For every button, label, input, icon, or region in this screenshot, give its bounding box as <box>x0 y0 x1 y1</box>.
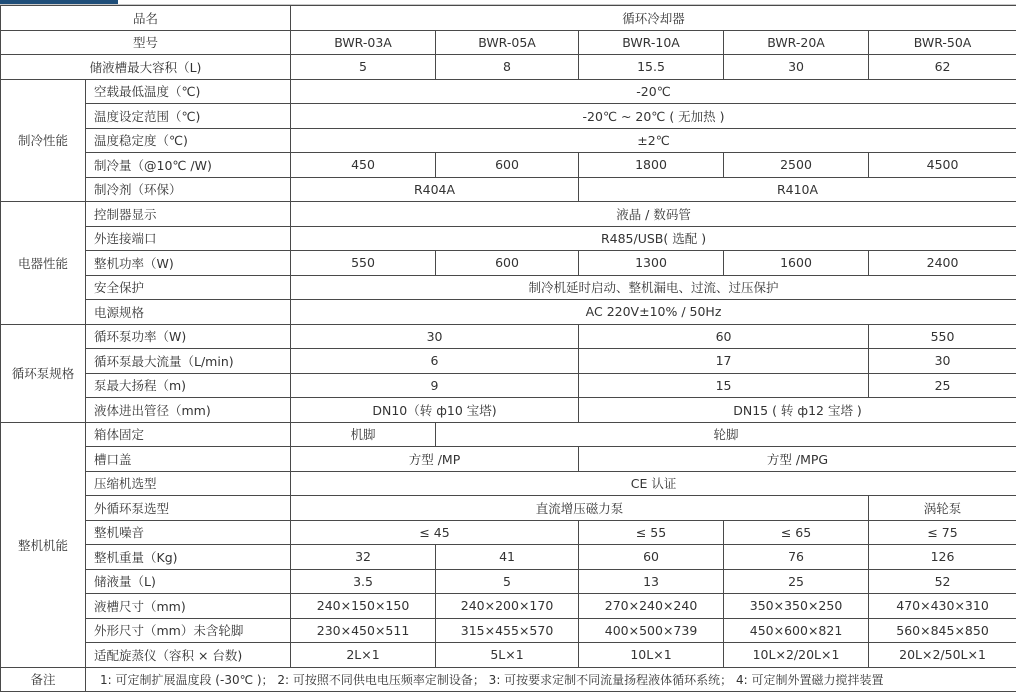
category-machine: 整机机能 <box>1 422 86 667</box>
value-cell: 10L×1 <box>579 643 724 668</box>
value-cell: ≤ 55 <box>579 520 724 545</box>
value-cell: 450 <box>291 153 436 178</box>
value-cell: 30 <box>869 349 1016 374</box>
value-cell: 550 <box>291 251 436 276</box>
table-row <box>1 30 1016 55</box>
param-label: 液槽尺寸（mm) <box>86 594 291 619</box>
table-row <box>1 569 1016 594</box>
table-row <box>1 398 1016 423</box>
table-row <box>1 275 1016 300</box>
table-row <box>1 324 1016 349</box>
value-cell: 600 <box>436 153 579 178</box>
table-row <box>1 349 1016 374</box>
param-label: 控制器显示 <box>86 202 291 227</box>
value-cell: 126 <box>869 545 1016 570</box>
value-cell: 30 <box>291 324 579 349</box>
param-label: 箱体固定 <box>86 422 291 447</box>
model-cell: BWR-03A <box>291 30 436 55</box>
tank-capacity-label: 储液槽最大容积（L) <box>1 55 291 80</box>
value-cell: 2500 <box>724 153 869 178</box>
value-cell: 6 <box>291 349 579 374</box>
value-cell: ≤ 65 <box>724 520 869 545</box>
table-row <box>1 667 1016 692</box>
notes-label: 备注 <box>1 667 86 692</box>
value-cell: R404A <box>291 177 579 202</box>
table-row <box>1 471 1016 496</box>
value-cell: 15.5 <box>579 55 724 80</box>
value-cell: 8 <box>436 55 579 80</box>
value-cell: 240×200×170 <box>436 594 579 619</box>
value-cell: 270×240×240 <box>579 594 724 619</box>
value-cell: 230×450×511 <box>291 618 436 643</box>
product-name: 循环冷却器 <box>291 6 1016 31</box>
value-cell: 制冷机延时启动、整机漏电、过流、过压保护 <box>291 275 1016 300</box>
value-cell: 5 <box>291 55 436 80</box>
value-cell: 470×430×310 <box>869 594 1016 619</box>
table-row <box>1 251 1016 276</box>
value-cell: 20L×2/50L×1 <box>869 643 1016 668</box>
model-cell: BWR-10A <box>579 30 724 55</box>
category-pump: 循环泵规格 <box>1 324 86 422</box>
value-cell: 13 <box>579 569 724 594</box>
product-label: 品名 <box>1 6 291 31</box>
value-cell: 32 <box>291 545 436 570</box>
param-label: 液体进出管径（mm) <box>86 398 291 423</box>
value-cell: 2400 <box>869 251 1016 276</box>
value-cell: 62 <box>869 55 1016 80</box>
table-row <box>1 496 1016 521</box>
table-row <box>1 79 1016 104</box>
param-label: 制冷量（@10℃ /W) <box>86 153 291 178</box>
param-label: 泵最大扬程（m) <box>86 373 291 398</box>
value-cell: 方型 /MP <box>291 447 579 472</box>
value-cell: 315×455×570 <box>436 618 579 643</box>
table-row <box>1 177 1016 202</box>
param-label: 制冷剂（环保） <box>86 177 291 202</box>
value-cell: ±2℃ <box>291 128 1016 153</box>
model-cell: BWR-20A <box>724 30 869 55</box>
value-cell: 550 <box>869 324 1016 349</box>
param-label: 电源规格 <box>86 300 291 325</box>
table-row <box>1 447 1016 472</box>
model-cell: BWR-50A <box>869 30 1016 55</box>
value-cell: 450×600×821 <box>724 618 869 643</box>
param-label: 温度设定范围（℃) <box>86 104 291 129</box>
value-cell: 1300 <box>579 251 724 276</box>
table-row <box>1 55 1016 80</box>
spec-table <box>0 5 1016 692</box>
param-label: 外连接端口 <box>86 226 291 251</box>
value-cell: 直流增压磁力泵 <box>291 496 869 521</box>
table-row <box>1 545 1016 570</box>
value-cell: 400×500×739 <box>579 618 724 643</box>
value-cell: AC 220V±10% / 50Hz <box>291 300 1016 325</box>
value-cell: 5 <box>436 569 579 594</box>
value-cell: 60 <box>579 324 869 349</box>
model-cell: BWR-05A <box>436 30 579 55</box>
category-cooling: 制冷性能 <box>1 79 86 202</box>
value-cell: 1600 <box>724 251 869 276</box>
value-cell: ≤ 45 <box>291 520 579 545</box>
value-cell: 350×350×250 <box>724 594 869 619</box>
value-cell: -20℃ ~ 20℃ ( 无加热 ) <box>291 104 1016 129</box>
model-label: 型号 <box>1 30 291 55</box>
value-cell: 52 <box>869 569 1016 594</box>
value-cell: DN10（转 ф10 宝塔) <box>291 398 579 423</box>
table-row <box>1 104 1016 129</box>
value-cell: 25 <box>724 569 869 594</box>
table-row <box>1 594 1016 619</box>
param-label: 储液量（L) <box>86 569 291 594</box>
value-cell: 76 <box>724 545 869 570</box>
value-cell: 15 <box>579 373 869 398</box>
param-label: 整机噪音 <box>86 520 291 545</box>
notes-text: 1: 可定制扩展温度段 (-30℃ )； 2: 可按照不同供电电压频率定制设备； 3: 可按要求定制不同流量扬程液体循环系统； 4: 可定制外置磁力搅拌装置 <box>86 667 1016 692</box>
value-cell: 液晶 / 数码管 <box>291 202 1016 227</box>
value-cell: 560×845×850 <box>869 618 1016 643</box>
value-cell: 41 <box>436 545 579 570</box>
table-row <box>1 520 1016 545</box>
table-row <box>1 202 1016 227</box>
param-label: 整机重量（Kg) <box>86 545 291 570</box>
param-label: 循环泵最大流量（L/min) <box>86 349 291 374</box>
param-label: 槽口盖 <box>86 447 291 472</box>
table-row <box>1 618 1016 643</box>
value-cell: 涡轮泵 <box>869 496 1016 521</box>
table-row <box>1 300 1016 325</box>
value-cell: 10L×2/20L×1 <box>724 643 869 668</box>
table-row <box>1 153 1016 178</box>
value-cell: R410A <box>579 177 1016 202</box>
param-label: 压缩机选型 <box>86 471 291 496</box>
table-row <box>1 6 1016 31</box>
value-cell: 25 <box>869 373 1016 398</box>
value-cell: 2L×1 <box>291 643 436 668</box>
value-cell: 9 <box>291 373 579 398</box>
category-electrical: 电器性能 <box>1 202 86 325</box>
table-row <box>1 422 1016 447</box>
value-cell: 30 <box>724 55 869 80</box>
value-cell: 机脚 <box>291 422 436 447</box>
value-cell: CE 认证 <box>291 471 1016 496</box>
value-cell: 17 <box>579 349 869 374</box>
param-label: 安全保护 <box>86 275 291 300</box>
value-cell: 5L×1 <box>436 643 579 668</box>
value-cell: 轮脚 <box>436 422 1016 447</box>
param-label: 外形尺寸（mm）未含轮脚 <box>86 618 291 643</box>
param-label: 温度稳定度（℃) <box>86 128 291 153</box>
value-cell: 4500 <box>869 153 1016 178</box>
value-cell: ≤ 75 <box>869 520 1016 545</box>
table-row <box>1 128 1016 153</box>
param-label: 空载最低温度（℃) <box>86 79 291 104</box>
value-cell: 600 <box>436 251 579 276</box>
table-row <box>1 373 1016 398</box>
value-cell: DN15 ( 转 ф12 宝塔 ) <box>579 398 1016 423</box>
value-cell: 240×150×150 <box>291 594 436 619</box>
value-cell: 3.5 <box>291 569 436 594</box>
value-cell: -20℃ <box>291 79 1016 104</box>
param-label: 适配旋蒸仪（容积 × 台数) <box>86 643 291 668</box>
param-label: 外循环泵选型 <box>86 496 291 521</box>
param-label: 循环泵功率（W) <box>86 324 291 349</box>
table-row <box>1 643 1016 668</box>
value-cell: 方型 /MPG <box>579 447 1016 472</box>
value-cell: R485/USB( 选配 ) <box>291 226 1016 251</box>
value-cell: 1800 <box>579 153 724 178</box>
value-cell: 60 <box>579 545 724 570</box>
table-row <box>1 226 1016 251</box>
param-label: 整机功率（W) <box>86 251 291 276</box>
